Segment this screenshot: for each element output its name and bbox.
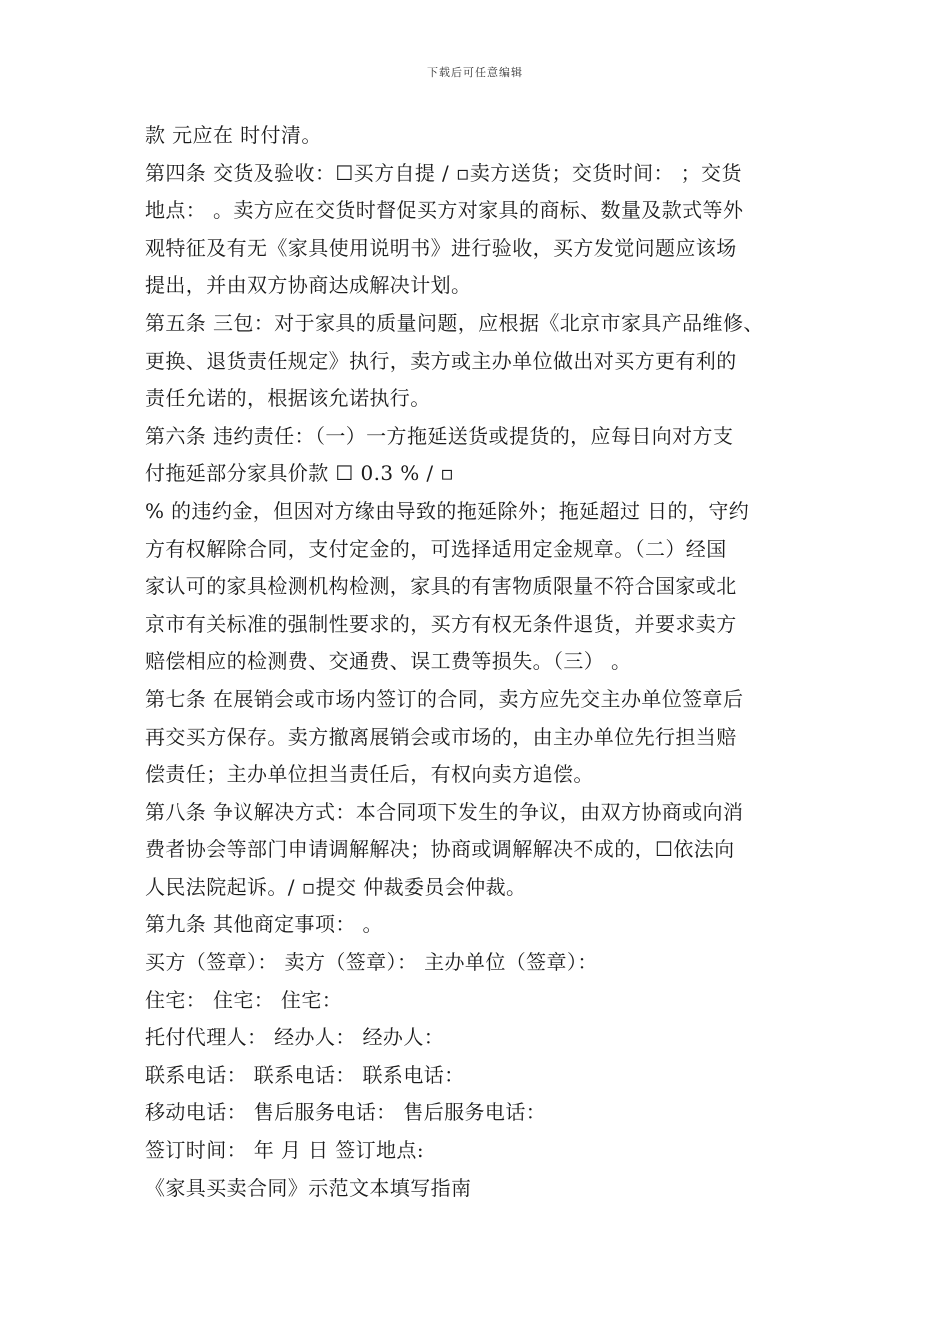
body-line: 付拖延部分家具价款 ☐ 0.3 % / ▫ (145, 461, 455, 486)
body-line: 第五条 三包：对于家具的质量问题，应根据《北京市家具产品维修、 (145, 310, 764, 335)
body-line: 方有权解除合同，支付定金的，可选择适用定金规章。（二）经国 (145, 536, 727, 561)
page-header-note: 下载后可任意编辑 (427, 66, 523, 79)
mobile-labels-line: 移动电话： 售后服务电话： 售后服务电话： (145, 1100, 547, 1125)
body-line: 偿责任；主办单位担当责任后，有权向卖方追偿。 (145, 762, 594, 787)
body-line: 第七条 在展销会或市场内签订的合同，卖方应先交主办单位签章后 (145, 686, 744, 711)
body-line: 观特征及有无《家具使用说明书》进行验收，买方发觉问题应该场 (145, 235, 737, 260)
guide-title-line: 《家具买卖合同》示范文本填写指南 (145, 1175, 472, 1200)
body-line: 京市有关标准的强制性要求的，买方有权无条件退货，并要求卖方 (145, 611, 737, 636)
phone-labels-line: 联系电话： 联系电话： 联系电话： (145, 1062, 465, 1087)
body-line: 提出，并由双方协商达成解决计划。 (145, 273, 472, 298)
contract-body (145, 117, 815, 1207)
body-line: 第四条 交货及验收：☐买方自提 / ▫卖方送货；交货时间： ；交货 (145, 160, 742, 185)
signature-labels-line: 买方（签章）： 卖方（签章）： 主办单位（签章）： (145, 950, 598, 975)
body-line: 款 元应在 时付清。 (145, 123, 322, 147)
body-line: 第八条 争议解决方式：本合同项下发生的争议，由双方协商或向消 (145, 799, 744, 824)
body-line: 责任允诺的，根据该允诺执行。 (145, 386, 431, 411)
body-line: 再交买方保存。卖方撤离展销会或市场的，由主办单位先行担当赔 (145, 724, 737, 749)
body-line: 人民法院起诉。/ ▫提交 仲裁委员会仲裁。 (145, 874, 527, 899)
agent-labels-line: 托付代理人： 经办人： 经办人： (145, 1025, 445, 1050)
body-line: 第九条 其他商定事项： 。 (145, 912, 383, 937)
body-line: 费者协会等部门申请调解解决；协商或调解解决不成的，☐依法向 (145, 837, 735, 862)
body-line: 地点： 。卖方应在交货时督促买方对家具的商标、数量及款式等外 (145, 198, 744, 223)
signing-info-line: 签订时间： 年 月 日 签订地点: (145, 1138, 424, 1163)
body-line: 家认可的家具检测机构检测，家具的有害物质限量不符合国家或北 (145, 574, 737, 599)
body-line: 更换、退货责任规定》执行，卖方或主办单位做出对买方更有利的 (145, 348, 737, 373)
body-line: 赔偿相应的检测费、交通费、误工费等损失。（三） 。 (145, 649, 632, 674)
body-line: % 的违约金，但因对方缘由导致的拖延除外；拖延超过 日的，守约 (145, 498, 750, 523)
body-line: 第六条 违约责任：（一）一方拖延送货或提货的，应每日向对方支 (145, 423, 734, 448)
address-labels-line: 住宅： 住宅： 住宅： (145, 987, 343, 1012)
